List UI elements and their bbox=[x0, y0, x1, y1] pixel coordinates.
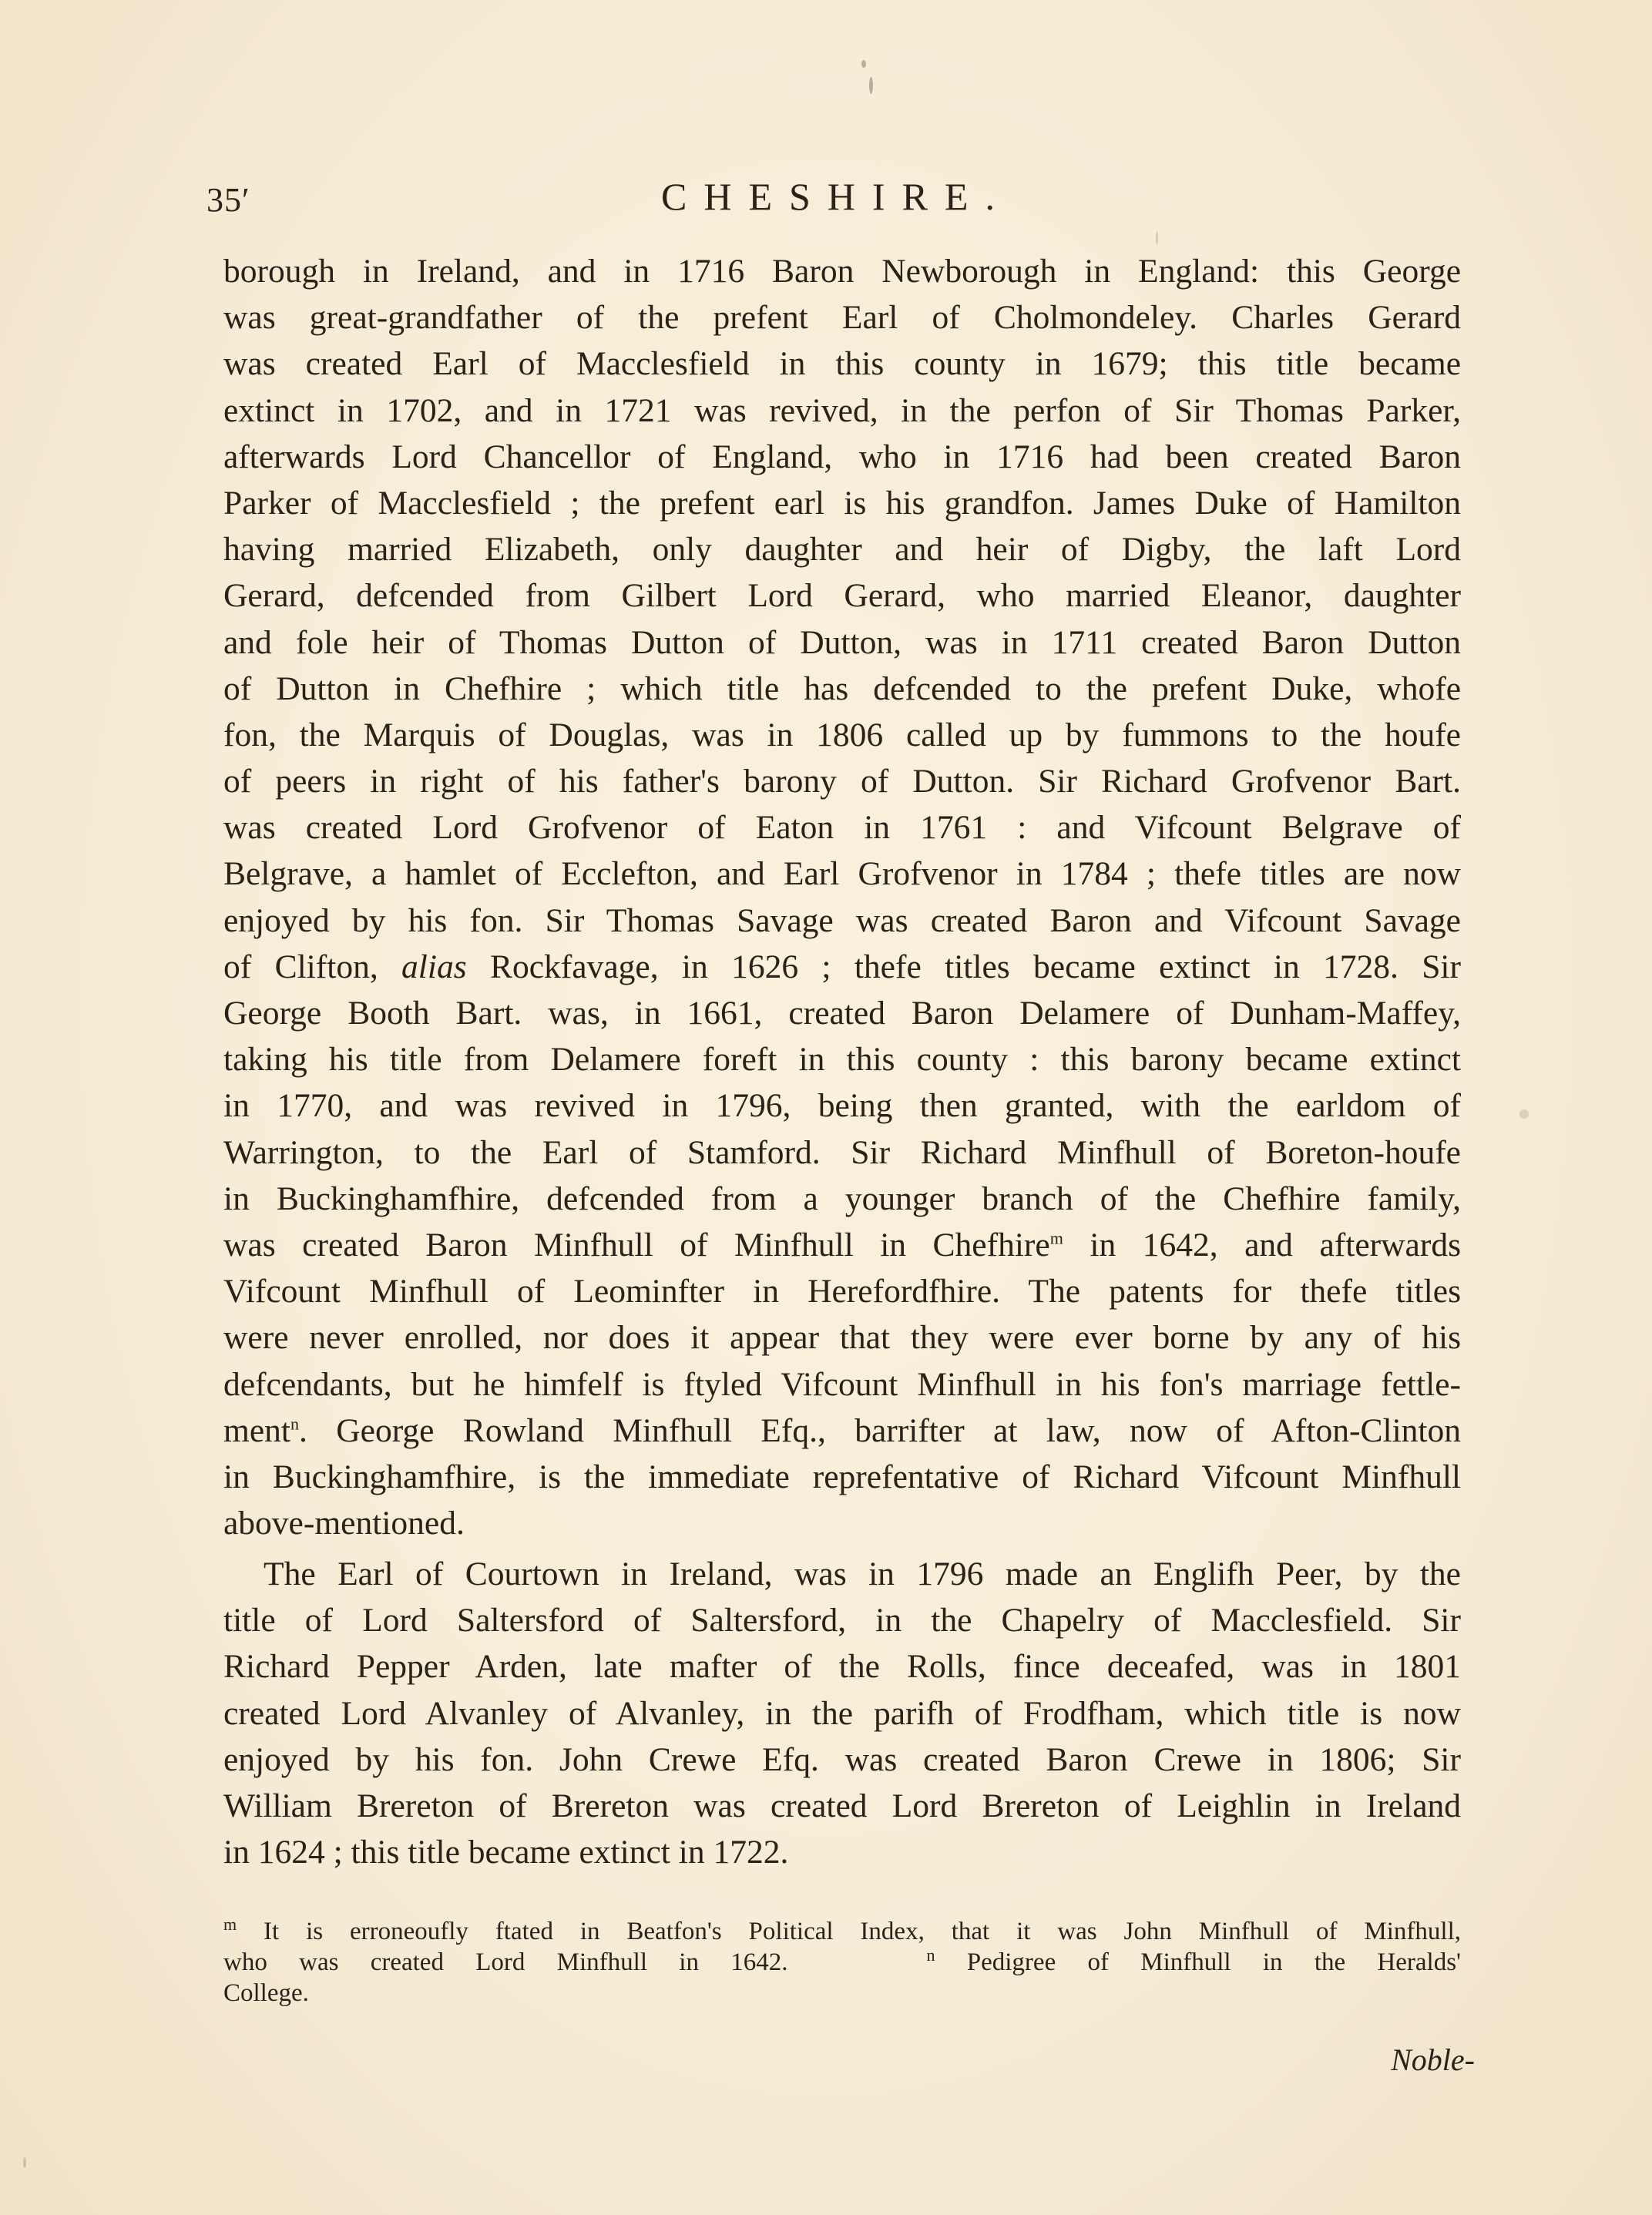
catchword: Noble- bbox=[1391, 2042, 1475, 2077]
text-line: George Booth Bart. was, in 1661, created Baron Delamere of Dunham-Maffey, bbox=[223, 995, 1461, 1032]
text-segment: was created Baron Minfhull of Minfhull in Chefhire bbox=[223, 1226, 1050, 1264]
text-line bbox=[223, 1222, 1461, 1268]
italic-alias: alias bbox=[401, 948, 467, 985]
text-line: created Lord Alvanley of Alvanley, in the parifh of Frodfham, which title is now bbox=[223, 1694, 1461, 1732]
footnote-m-line bbox=[223, 1916, 1461, 1947]
text-line: in Buckinghamfhire, is the immediate reprefentative of Richard Vifcount Minfhull bbox=[223, 1458, 1461, 1495]
text-line bbox=[223, 944, 1461, 990]
paragraph-later-creations bbox=[223, 1551, 1461, 1875]
text-line: afterwards Lord Chancellor of England, who in 1716 had been created Baron bbox=[223, 438, 1461, 475]
text-line: above-mentioned. bbox=[223, 1505, 465, 1542]
text-line: Warrington, to the Earl of Stamford. Sir Richard Minfhull of Boreton-houfe bbox=[223, 1133, 1461, 1171]
text-segment: of Clifton, bbox=[223, 948, 402, 985]
text-line: and fole heir of Thomas Dutton of Dutton, was in 1711 created Baron Dutton bbox=[223, 623, 1461, 661]
footnote-ref-n[interactable]: n bbox=[290, 1414, 299, 1434]
text-line: enjoyed by his fon. John Crewe Efq. was created Baron Crewe in 1806; Sir bbox=[223, 1740, 1461, 1778]
footnote-ref-m[interactable]: m bbox=[1049, 1228, 1063, 1248]
text-line: was created Lord Grofvenor of Eaton in 1761 : and Vifcount Belgrave of bbox=[223, 809, 1461, 847]
text-line: The Earl of Courtown in Ireland, was in 1796 made an Englifh Peer, by the bbox=[264, 1556, 1461, 1592]
page-number: 35′ bbox=[206, 181, 250, 219]
text-line: of Dutton in Chefhire ; which title has defcended to the prefent Duke, whofe bbox=[223, 670, 1461, 707]
paper-speck bbox=[1156, 231, 1158, 245]
text-line: borough in Ireland, and in 1716 Baron Newborough in England: this George bbox=[223, 253, 1461, 290]
text-line: having married Elizabeth, only daughter and heir of Digby, the laft Lord bbox=[223, 531, 1461, 569]
paper-speck bbox=[23, 2157, 26, 2168]
text-line: William Brereton of Brereton was created Lord Brereton of Leighlin in Ireland bbox=[223, 1787, 1461, 1824]
footnote-line: College. bbox=[223, 1979, 309, 2007]
text-line: enjoyed by his fon. Sir Thomas Savage was created Baron and Vifcount Savage bbox=[223, 901, 1461, 939]
text-line: extinct in 1702, and in 1721 was revived, in the perfon of Sir Thomas Parker, bbox=[223, 391, 1461, 429]
text-segment: . George Rowland Minfhull Efq., barrifter at law, now of Afton-Clinton bbox=[298, 1411, 1461, 1449]
page-header bbox=[206, 168, 1470, 230]
text-line: was created Earl of Macclesfield in this county in 1679; this title became bbox=[223, 345, 1461, 383]
text-line: in Buckinghamfhire, defcended from a younger branch of the Chefhire family, bbox=[223, 1180, 1461, 1217]
text-segment: Rockfavage, in 1626 ; thefe titles became extinct in 1728. Sir bbox=[466, 948, 1462, 985]
text-line: of peers in right of his father's barony of Dutton. Sir Richard Grofvenor Bart. bbox=[223, 763, 1461, 800]
text-line bbox=[223, 1408, 1461, 1454]
footnote-mark-m: m bbox=[223, 1915, 237, 1934]
text-segment: ment bbox=[223, 1411, 290, 1449]
text-line: Gerard, defcended from Gilbert Lord Gerard, who married Eleanor, daughter bbox=[223, 577, 1461, 615]
footnote-m-text: It is erroneoufly ftated in Beatfon's Political Index, that it was John Minfhull of Minfhull, bbox=[264, 1918, 1461, 1945]
text-line: taking his title from Delamere foreft in this county : this barony became extinct bbox=[223, 1041, 1461, 1079]
text-line: Richard Pepper Arden, late mafter of the Rolls, fince deceafed, was in 1801 bbox=[223, 1648, 1461, 1686]
paper-speck bbox=[861, 60, 866, 68]
text-line: in 1770, and was revived in 1796, being then granted, with the earldom of bbox=[223, 1087, 1461, 1125]
text-line: Belgrave, a hamlet of Ecclefton, and Earl Grofvenor in 1784 ; thefe titles are now bbox=[223, 855, 1461, 893]
footnotes bbox=[223, 1916, 1461, 2009]
running-title: CHESHIRE. bbox=[661, 175, 1012, 218]
text-line: Parker of Macclesfield ; the prefent earl is his grandfon. James Duke of Hamilton bbox=[223, 484, 1461, 522]
footnote-mark-n: n bbox=[926, 1945, 935, 1965]
paragraph-peerage-titles bbox=[223, 248, 1461, 1546]
text-line: in 1624 ; this title became extinct in 1722. bbox=[223, 1834, 789, 1871]
footnote-m-text-cont: who was created Lord Minfhull in 1642. bbox=[223, 1948, 788, 1976]
footnote-n-text: Pedigree of Minfhull in the Heralds' bbox=[966, 1948, 1461, 1976]
text-line: fon, the Marquis of Douglas, was in 1806 called up by fummons to the houfe bbox=[223, 716, 1461, 753]
paper-speck bbox=[1519, 1109, 1529, 1119]
text-line: title of Lord Saltersford of Saltersford, in the Chapelry of Macclesfield. Sir bbox=[223, 1602, 1461, 1639]
footnote-line bbox=[223, 1947, 1461, 1978]
text-segment: in 1642, and afterwards bbox=[1063, 1226, 1462, 1264]
text-line: Vifcount Minfhull of Leominfter in Herefordfhire. The patents for thefe titles bbox=[223, 1273, 1461, 1311]
text-line: defcendants, but he himfelf is ftyled Vifcount Minfhull in his fon's marriage fettle- bbox=[223, 1365, 1461, 1403]
text-line: were never enrolled, nor does it appear that they were ever borne by any of his bbox=[223, 1319, 1461, 1357]
text-line: was great-grandfather of the prefent Earl of Cholmondeley. Charles Gerard bbox=[223, 299, 1461, 337]
paper-speck bbox=[869, 77, 873, 94]
